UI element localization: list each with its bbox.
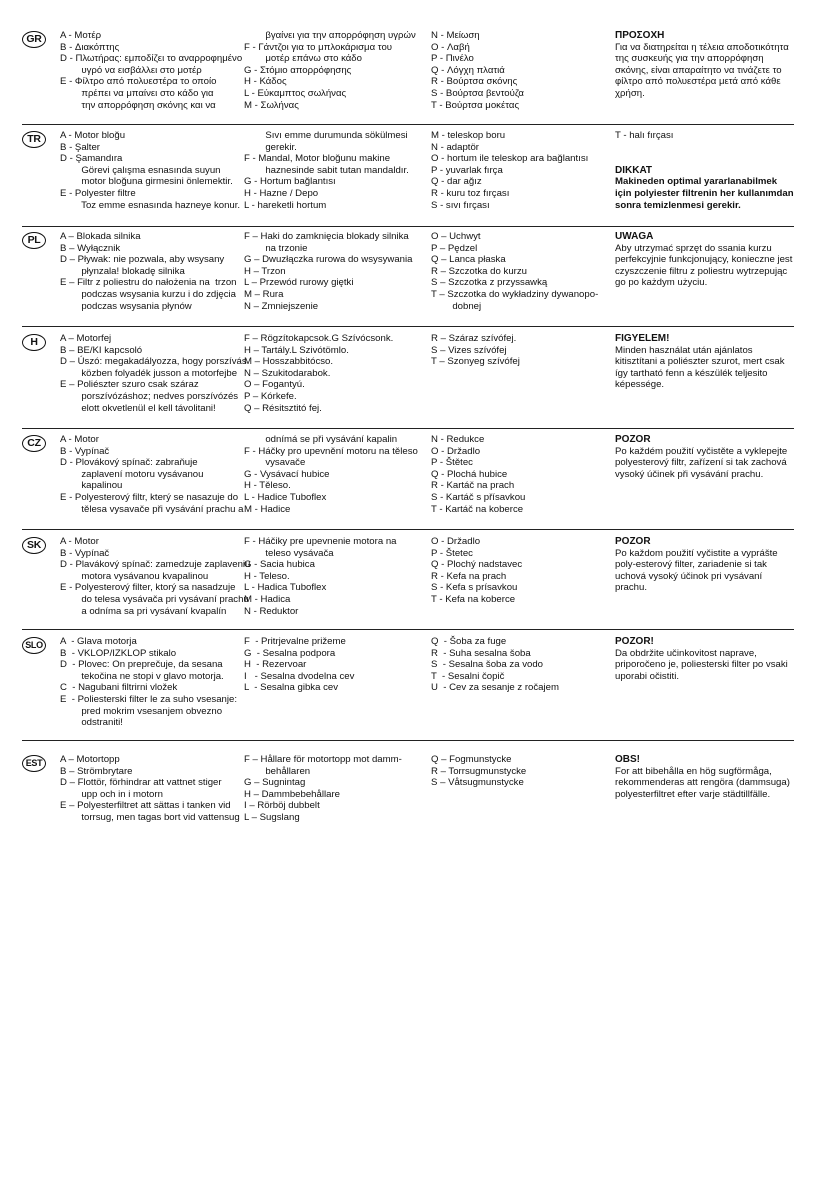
part-line: D - Plovákový spínač: zabraňuje bbox=[60, 457, 198, 469]
language-badge: SLO bbox=[22, 637, 46, 654]
warning-text: Minden használat után ajánlatos kitisztítani a poliészter szurot, mert csak így tartható fenn a készülék teljesito képessége. bbox=[615, 344, 785, 391]
part-line: M – Hosszabbitócso. bbox=[244, 356, 334, 368]
part-line: F – Rögzítokapcsok.G Szívócsonk. bbox=[244, 333, 394, 344]
part-line: E – Poliészter szuro csak száraz bbox=[60, 379, 199, 391]
part-line: S - sıvı fırçası bbox=[431, 199, 490, 211]
part-line: M - Σωλήνας bbox=[244, 99, 299, 111]
part-line: G - Στόμιο απορρόφησης bbox=[244, 64, 352, 76]
part-line: A - Motor bbox=[60, 434, 99, 445]
part-line: S - Kartáč s přísavkou bbox=[431, 491, 526, 503]
warning-title: DIKKAT bbox=[615, 164, 653, 176]
parts-list-column-1 bbox=[60, 30, 245, 111]
part-line: H – Tartály.L Szivótömlo. bbox=[244, 344, 349, 356]
part-line: Q - Plochý nadstavec bbox=[431, 559, 523, 571]
part-line: T – Szonyeg szívófej bbox=[431, 356, 520, 368]
part-line: A – Motortopp bbox=[60, 754, 120, 765]
part-line: B - Vypínač bbox=[60, 547, 110, 559]
part-line: L - Hadice Tuboflex bbox=[244, 491, 327, 503]
part-line: F - Háčiky pre upevnenie motora na bbox=[244, 536, 397, 547]
part-line: C - Nagubani filtrirni vložek bbox=[60, 682, 178, 694]
section-gr bbox=[22, 30, 794, 125]
warning-text: For att bibehålla en hög sugförmåga, rekommenderas att rengöra (dammsuga) polyesterfiltret efter varje städtillfälle. bbox=[615, 765, 790, 800]
warning-note bbox=[615, 754, 795, 800]
part-line: N – Zmniejszenie bbox=[244, 300, 319, 312]
part-line: T – Szczotka do wykładziny dywanopo- bbox=[431, 288, 599, 300]
part-line: M – Rura bbox=[244, 288, 284, 300]
warning-note bbox=[615, 636, 795, 682]
part-line: H - Teleso. bbox=[244, 570, 290, 582]
part-line: B - Διακόπτης bbox=[60, 41, 120, 53]
part-line: H – Trzon bbox=[244, 265, 286, 277]
parts-list-column-3 bbox=[431, 636, 611, 694]
part-line: A – Motorfej bbox=[60, 333, 112, 344]
parts-list-column-1 bbox=[60, 754, 245, 824]
parts-list-column-3 bbox=[431, 536, 611, 606]
warning-title: UWAGA bbox=[615, 231, 654, 242]
part-line: O – Uchwyt bbox=[431, 231, 481, 242]
part-line: P - Πινέλο bbox=[431, 53, 474, 65]
part-line: P - Štětec bbox=[431, 457, 473, 469]
part-line: G – Dwuzłączka rurowa do wsysywania bbox=[244, 254, 413, 266]
part-line: I – Rörböj dubbelt bbox=[244, 800, 320, 812]
parts-list-column-2 bbox=[244, 130, 432, 211]
part-line: G - Hortum bağlantısı bbox=[244, 176, 336, 188]
warning-note bbox=[615, 434, 795, 480]
part-line: F - Pritrjevalne prižeme bbox=[244, 636, 346, 647]
warning-text: Da obdržite učinkovitost naprave, priporočeno je, poliesterski filter po vsaki uporabi očistiti. bbox=[615, 647, 788, 682]
part-line: behållaren bbox=[244, 765, 311, 777]
part-line: F - Γάντζοι για το μπλοκάρισμα του bbox=[244, 41, 393, 53]
part-line: B - VKLOP/IZKLOP stikalo bbox=[60, 647, 177, 659]
part-line: N - Μείωση bbox=[431, 30, 480, 41]
part-line: R - Suha sesalna šoba bbox=[431, 647, 531, 659]
parts-list-column-2 bbox=[244, 536, 432, 617]
part-line: υγρό να εισβάλλει στο μοτέρ bbox=[60, 64, 202, 76]
part-line: P - yuvarlak fırça bbox=[431, 164, 503, 176]
part-line: haznesinde sabit tutan mandaldır. bbox=[244, 164, 409, 176]
warning-text: Po každom použití vyčistite a vyprášte poly-esterový filter, zariadenie si tak uchová vysoký účinok pri vysávaní prachu. bbox=[615, 547, 778, 594]
part-line: N - adaptör bbox=[431, 141, 479, 153]
part-line: T - Kefa na koberce bbox=[431, 593, 516, 605]
part-line: G - Vysávací hubice bbox=[244, 468, 330, 480]
part-line: F - Mandal, Motor bloğunu makine bbox=[244, 153, 391, 165]
part-line: N - Reduktor bbox=[244, 605, 299, 617]
part-line: P - Štetec bbox=[431, 547, 473, 559]
part-line: E - Polyesterový filter, ktorý sa nasadzuje bbox=[60, 582, 236, 594]
parts-list-column-3 bbox=[431, 231, 611, 312]
part-line: tekočina ne stopi v glavo motorja. bbox=[60, 670, 224, 682]
parts-list-column-3 bbox=[431, 754, 611, 789]
parts-list-column-2 bbox=[244, 333, 432, 414]
parts-list-column-2 bbox=[244, 231, 432, 312]
part-line: közben folyadék jusson a motorfejbe bbox=[60, 367, 238, 379]
part-line: O - Držadlo bbox=[431, 536, 481, 547]
part-line: L – Przewód rurowy giętki bbox=[244, 277, 354, 289]
parts-list-column-2 bbox=[244, 30, 432, 111]
part-line: teleso vysávača bbox=[244, 547, 334, 559]
language-badge: EST bbox=[22, 755, 46, 772]
part-line: tělesa vysavače při vysávání prachu a bbox=[60, 503, 244, 515]
part-line: S - Βούρτσα βεντούζα bbox=[431, 87, 524, 99]
language-badge: CZ bbox=[22, 435, 46, 452]
parts-list-column-1 bbox=[60, 130, 245, 211]
part-line: N – Szukitodarabok. bbox=[244, 367, 331, 379]
part-line: A - Motor bloğu bbox=[60, 130, 126, 141]
parts-list-column-3 bbox=[431, 333, 611, 368]
part-line: G - Sesalna podpora bbox=[244, 647, 336, 659]
part-line: H - Rezervoar bbox=[244, 659, 307, 671]
part-line: B – Strömbrytare bbox=[60, 765, 133, 777]
part-line: E - Polyester filtre bbox=[60, 187, 136, 199]
section-cz bbox=[22, 434, 794, 529]
part-line: L - hareketli hortum bbox=[244, 199, 327, 211]
section-slo bbox=[22, 636, 794, 740]
parts-list-column-1 bbox=[60, 333, 245, 414]
spacer bbox=[615, 142, 795, 154]
part-line: L - Hadica Tuboflex bbox=[244, 582, 327, 594]
part-line: P – Pędzel bbox=[431, 242, 478, 254]
part-line: E – Filtr z poliestru do nałożenia na trzon bbox=[60, 277, 237, 289]
part-line: elott okvetlenül el kell távolitani! bbox=[60, 402, 216, 414]
part-line: M - Hadice bbox=[244, 503, 291, 515]
part-line: B - Vypínač bbox=[60, 445, 110, 457]
part-line: E - Poliesterski filter le za suho vsesanje: bbox=[60, 693, 238, 705]
section-tr bbox=[22, 130, 794, 225]
part-line: S - Kefa s prísavkou bbox=[431, 582, 518, 594]
part-line: A – Blokada silnika bbox=[60, 231, 141, 242]
part-line: odstraniti! bbox=[60, 717, 123, 729]
part-line: A - Μοτέρ bbox=[60, 30, 102, 41]
part-line: Q – Fogmunstycke bbox=[431, 754, 512, 765]
parts-list-column-1 bbox=[60, 536, 251, 617]
warning-note bbox=[615, 231, 795, 289]
part-line: O – Fogantyú. bbox=[244, 379, 305, 391]
language-badge: TR bbox=[22, 131, 46, 148]
part-line: M - Hadica bbox=[244, 593, 291, 605]
part-line: B - Şalter bbox=[60, 141, 100, 153]
section-est bbox=[22, 754, 794, 834]
part-line: T - Kartáč na koberce bbox=[431, 503, 524, 515]
part-line: S - Sesalna šoba za vodo bbox=[431, 659, 543, 671]
part-line: D - Πλωτήρας: εμποδίζει το αναρροφημένο bbox=[60, 53, 243, 65]
part-line: B – Wyłącznik bbox=[60, 242, 121, 254]
part-line: kapalinou bbox=[60, 480, 123, 492]
warning-title: POZOR bbox=[615, 434, 651, 445]
part-line: A - Motor bbox=[60, 536, 99, 547]
part-line: O - Držadlo bbox=[431, 445, 481, 457]
part-line: S – Vizes szívófej bbox=[431, 344, 507, 356]
part-line: odnímá se při vysávání kapalin bbox=[244, 434, 398, 445]
part-line: H - Hazne / Depo bbox=[244, 187, 319, 199]
part-line: T - Βούρτσα μοκέτας bbox=[431, 99, 520, 111]
parts-list-column-3 bbox=[431, 130, 611, 211]
part-line: M - teleskop boru bbox=[431, 130, 506, 141]
part-line: L - Εύκαμπτος σωλήνας bbox=[244, 87, 347, 99]
section-h bbox=[22, 333, 794, 428]
warning-note bbox=[615, 30, 795, 100]
part-line: porszívózáshoz; nedves porszívózés bbox=[60, 390, 239, 402]
section-divider bbox=[22, 226, 794, 227]
section-divider bbox=[22, 740, 794, 741]
part-line: S – Szczotka z przyssawką bbox=[431, 277, 548, 289]
part-line: R - Βούρτσα σκόνης bbox=[431, 76, 518, 88]
part-line: N - Redukce bbox=[431, 434, 485, 445]
part-line: D – Úszó: megakadályozza, hogy porszívás bbox=[60, 356, 247, 368]
language-badge: GR bbox=[22, 31, 46, 48]
part-line: R - kuru toz fırçası bbox=[431, 187, 510, 199]
part-line: Q – Résitsztitó fej. bbox=[244, 402, 322, 414]
part-line: podczas wsysania płynów bbox=[60, 300, 192, 312]
part-line: P – Kórkefe. bbox=[244, 390, 297, 402]
parts-list-column-2 bbox=[244, 636, 432, 694]
part-line: L – Sugslang bbox=[244, 811, 300, 823]
part-line: D - Plovec: On preprečuje, da sesana bbox=[60, 659, 223, 671]
part-line: O - hortum ile teleskop ara bağlantısı bbox=[431, 153, 589, 165]
part-line: a odníma sa pri vysávaní kvapalín bbox=[60, 605, 227, 617]
section-pl bbox=[22, 231, 794, 326]
section-divider bbox=[22, 326, 794, 327]
part-line: U - Cev za sesanje z ročajem bbox=[431, 682, 559, 694]
part-line: płynzala! blokadę silnika bbox=[60, 265, 185, 277]
warning-title: POZOR! bbox=[615, 636, 654, 647]
part-line: S – Våtsugmunstycke bbox=[431, 777, 524, 789]
part-line: βγαίνει για την απορρόφηση υγρών bbox=[244, 30, 416, 41]
language-badge: SK bbox=[22, 537, 46, 554]
part-line: D - Şamandıra bbox=[60, 153, 123, 165]
part-line: R - Kartáč na prach bbox=[431, 480, 515, 492]
part-line: Görevi çalışma esnasında suyun bbox=[60, 164, 221, 176]
parts-list-column-2 bbox=[244, 754, 432, 824]
part-line: motora vysávanou kvapalinou bbox=[60, 570, 209, 582]
warning-title: ΠΡΟΣΟΧΗ bbox=[615, 30, 665, 41]
part-line: F – Hållare för motortopp mot damm- bbox=[244, 754, 402, 765]
part-line: motor bloğuna girmesini önlemektir. bbox=[60, 176, 233, 188]
part-line: G - Sacia hubica bbox=[244, 559, 315, 571]
part-line: E – Polyesterfiltret att sättas i tanken vid bbox=[60, 800, 231, 812]
part-line: μοτέρ επάνω στο κάδο bbox=[244, 53, 362, 65]
warning-note bbox=[615, 536, 795, 594]
part-line: pred mokrim vsesanjem obvezno bbox=[60, 705, 223, 717]
part-line: I - Sesalna dvodelna cev bbox=[244, 670, 355, 682]
parts-list-column-3 bbox=[431, 434, 611, 515]
parts-list-column-3 bbox=[431, 30, 611, 111]
warning-text: Makineden optimal yararlanabilmek için polyiester filtrenin her kullanımdan sonra temizlenmesi gerekir. bbox=[615, 176, 794, 211]
part-line: F - Háčky pro upevnění motoru na těleso bbox=[244, 445, 418, 457]
part-line: do telesa vysávača pri vysávaní prachu bbox=[60, 593, 249, 605]
part-line: την απορρόφηση σκόνης και να bbox=[60, 99, 216, 111]
part-line: Q - dar ağız bbox=[431, 176, 482, 188]
part-line: T - Sesalni čopič bbox=[431, 670, 505, 682]
part-line: H - Těleso. bbox=[244, 480, 291, 492]
parts-list-column-1 bbox=[60, 636, 245, 729]
part-line: Q – Lanca płaska bbox=[431, 254, 506, 266]
part-line: πρέπει να μπαίνει στο κάδο για bbox=[60, 87, 214, 99]
part-line: F – Haki do zamknięcia blokady silnika bbox=[244, 231, 409, 242]
part-line: E - Φίλτρο από πολυεστέρα το οποίο bbox=[60, 76, 217, 88]
part-line: na trzonie bbox=[244, 242, 308, 254]
part-line: B – BE/KI kapcsoló bbox=[60, 344, 143, 356]
part-line: upp och in i motorn bbox=[60, 788, 163, 800]
section-divider bbox=[22, 529, 794, 530]
part-line: O - Λαβή bbox=[431, 41, 470, 53]
warning-text: Για να διατηρείται η τέλεια αποδοτικότητα της συσκευής για την απορρόφηση σκόνης, είναι απαραίτητο να τινάζετε το φίλτρο από πολυεστέρα μετά από κάθε χρήση. bbox=[615, 41, 789, 99]
part-line: Q - Plochá hubice bbox=[431, 468, 508, 480]
part-line: Sıvı emme durumunda sökülmesi bbox=[244, 130, 408, 141]
part-line: R - Kefa na prach bbox=[431, 570, 507, 582]
part-line: vysavače bbox=[244, 457, 306, 469]
part-line: zaplavení motoru vysávanou bbox=[60, 468, 204, 480]
language-badge: H bbox=[22, 334, 46, 351]
section-divider bbox=[22, 428, 794, 429]
part-line: E - Polyesterový filtr, který se nasazuje do bbox=[60, 491, 239, 503]
part-line: Toz emme esnasında hazneye konur. bbox=[60, 199, 241, 211]
part-line: D - Plavákový spínač: zamedzuje zaplaveniu bbox=[60, 559, 251, 571]
part-line: H – Dammbebehållare bbox=[244, 788, 340, 800]
part-line: Q - Šoba za fuge bbox=[431, 636, 507, 647]
warning-text: Po každém použití vyčistěte a vyklepejte polyesterový filtr, zařízení si tak zachová vysoký účinek při vysávání prachu. bbox=[615, 445, 788, 480]
language-badge: PL bbox=[22, 232, 46, 249]
parts-list-column-2 bbox=[244, 434, 432, 515]
part-line: T - halı fırçası bbox=[615, 130, 674, 141]
warning-title: OBS! bbox=[615, 754, 640, 765]
part-line: Q - Λόγχη πλατιά bbox=[431, 64, 505, 76]
parts-list-column-1 bbox=[60, 434, 245, 515]
part-line: torrsug, men tagas bort vid vattensug bbox=[60, 811, 240, 823]
warning-title: FIGYELEM! bbox=[615, 333, 670, 344]
part-line: podczas wsysania kurzu i do zdjęcia bbox=[60, 288, 236, 300]
part-line: H - Κάδος bbox=[244, 76, 287, 88]
part-line: dobnej bbox=[431, 300, 482, 312]
part-line: L - Sesalna gibka cev bbox=[244, 682, 339, 694]
part-line: R – Szczotka do kurzu bbox=[431, 265, 527, 277]
warning-note bbox=[615, 333, 795, 391]
warning-note bbox=[615, 130, 795, 211]
section-sk bbox=[22, 536, 794, 631]
part-line: D – Flottör, förhindrar att vattnet stiger bbox=[60, 777, 222, 789]
part-line: gerekir. bbox=[244, 141, 297, 153]
parts-list-column-1 bbox=[60, 231, 245, 312]
warning-title: POZOR bbox=[615, 536, 651, 547]
spacer bbox=[615, 153, 795, 165]
part-line: R – Száraz szívófej. bbox=[431, 333, 517, 344]
warning-text: Aby utrzymać sprzęt do ssania kurzu perfekcyjnie funkcjonujący, konieczne jest czyszczenie filtru z poliestru wytrzepując go po każdym użyciu. bbox=[615, 242, 793, 289]
part-line: R – Torrsugmunstycke bbox=[431, 765, 527, 777]
part-line: D – Pływak: nie pozwala, aby wsysany bbox=[60, 254, 225, 266]
part-line: A - Glava motorja bbox=[60, 636, 137, 647]
part-line: G – Sugnintag bbox=[244, 777, 306, 789]
